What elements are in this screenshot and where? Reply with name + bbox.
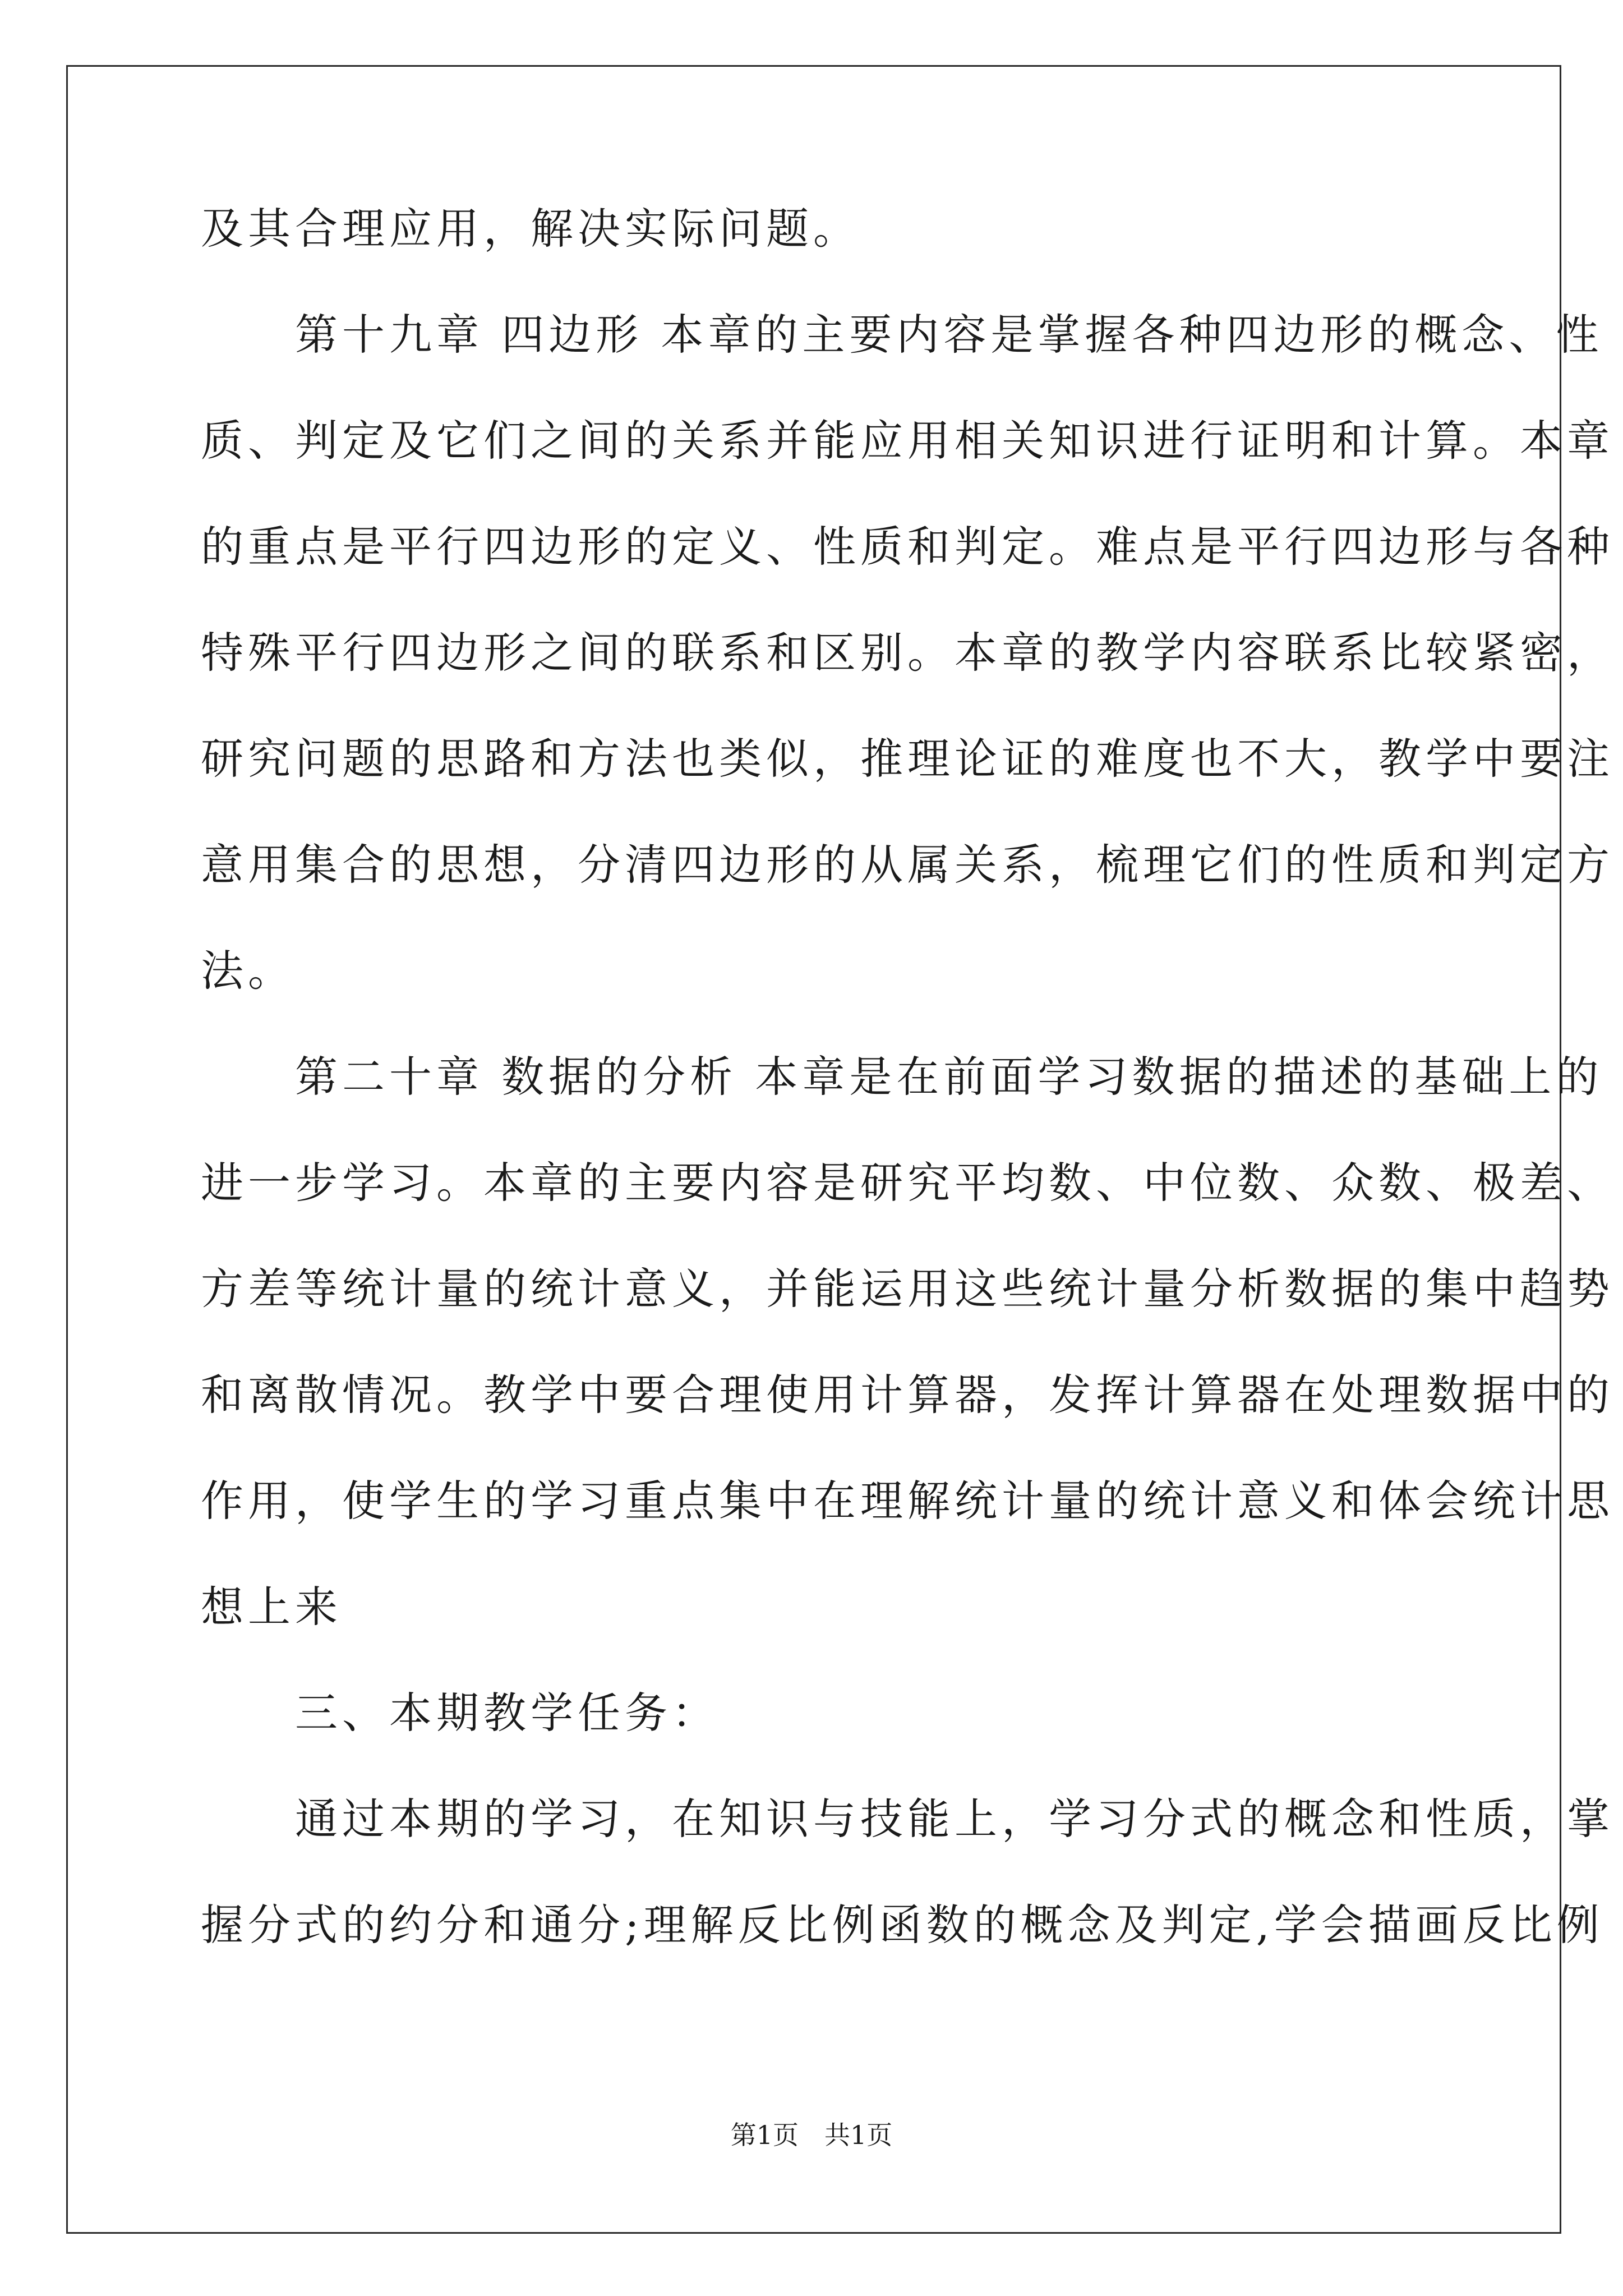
text-line: 法。 <box>201 946 295 996</box>
text-line: 作用，使学生的学习重点集中在理解统计量的统计意义和体会统计思 <box>201 1476 1614 1526</box>
text-line: 第十九章 四边形 本章的主要内容是掌握各种四边形的概念、性 <box>201 310 1603 360</box>
text-line: 通过本期的学习，在知识与技能上，学习分式的概念和性质，掌 <box>201 1794 1614 1844</box>
text-line: 特殊平行四边形之间的联系和区别。本章的教学内容联系比较紧密， <box>201 628 1614 678</box>
text-line: 第二十章 数据的分析 本章是在前面学习数据的描述的基础上的 <box>201 1052 1603 1102</box>
text-line: 想上来 <box>201 1582 342 1632</box>
text-line: 三、本期教学任务： <box>201 1688 719 1738</box>
text-line: 握分式的约分和通分;理解反比例函数的概念及判定,学会描画反比例 <box>201 1900 1604 1950</box>
text-line: 及其合理应用，解决实际问题。 <box>201 204 860 254</box>
text-line: 质、判定及它们之间的关系并能应用相关知识进行证明和计算。本章 <box>201 416 1614 466</box>
text-line: 进一步学习。本章的主要内容是研究平均数、中位数、众数、极差、 <box>201 1158 1614 1208</box>
text-line: 意用集合的思想，分清四边形的从属关系，梳理它们的性质和判定方 <box>201 840 1614 890</box>
document-body <box>201 202 1614 1952</box>
text-line: 研究问题的思路和方法也类似，推理论证的难度也不大，教学中要注 <box>201 734 1614 784</box>
page-number-footer: 第1页 共1页 <box>730 2120 893 2150</box>
text-line: 和离散情况。教学中要合理使用计算器，发挥计算器在处理数据中的 <box>201 1370 1614 1420</box>
text-line: 方差等统计量的统计意义，并能运用这些统计量分析数据的集中趋势 <box>201 1264 1614 1314</box>
text-line: 的重点是平行四边形的定义、性质和判定。难点是平行四边形与各种 <box>201 522 1614 572</box>
